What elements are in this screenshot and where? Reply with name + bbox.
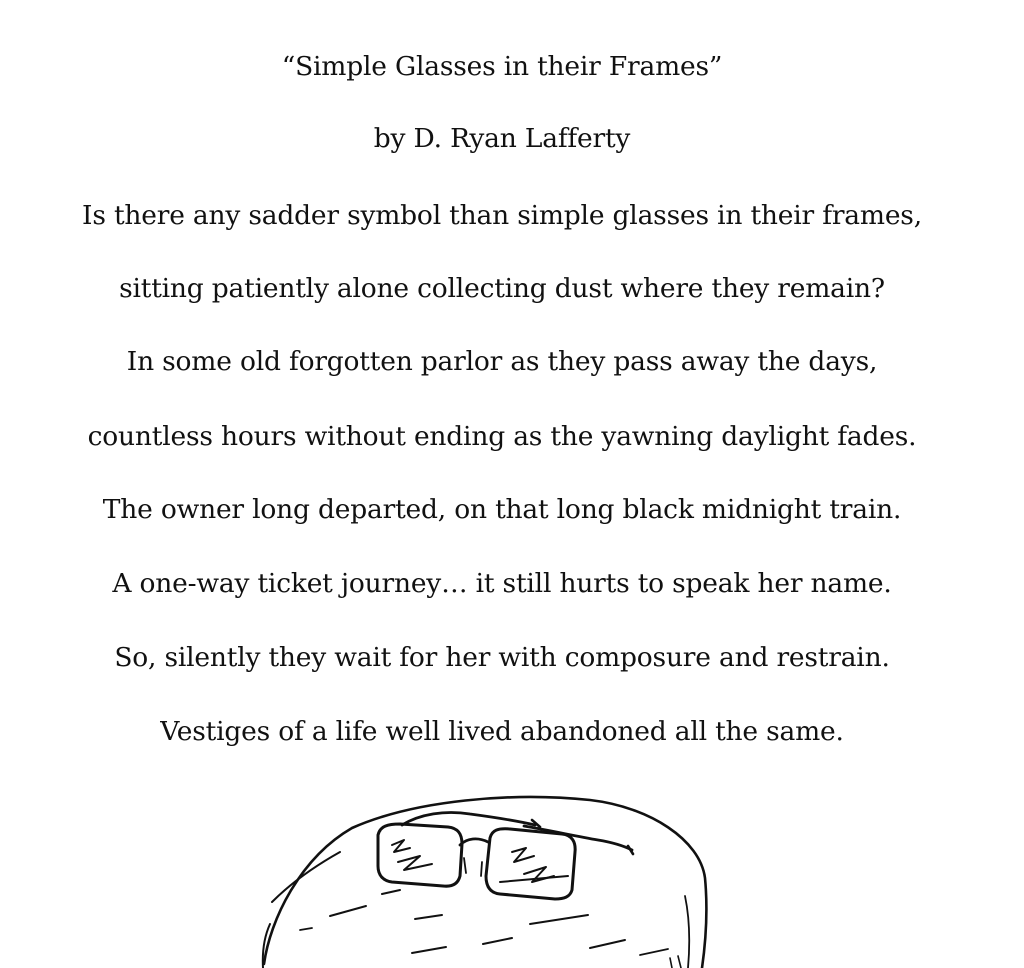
poem-line-2: sitting patiently alone collecting dust where they remain? [119, 273, 885, 304]
poem-line-6: A one-way ticket journey… it still hurts to speak her name. [112, 568, 892, 599]
poem-line-4: countless hours without ending as the yawning daylight fades. [87, 421, 917, 452]
poem-line-5: The owner long departed, on that long black midnight train. [102, 494, 902, 525]
glasses-on-table-sketch-icon [0, 770, 1024, 968]
poem-title: “Simple Glasses in their Frames” [281, 51, 723, 82]
poem-line-8: Vestiges of a life well lived abandoned all the same. [160, 716, 844, 747]
poem-line-1: Is there any sadder symbol than simple glasses in their frames, [82, 200, 922, 231]
poem-line-3: In some old forgotten parlor as they pass away the days, [126, 346, 878, 377]
poem-byline: by D. Ryan Lafferty [373, 123, 631, 154]
poem-line-7: So, silently they wait for her with composure and restrain. [114, 642, 890, 673]
